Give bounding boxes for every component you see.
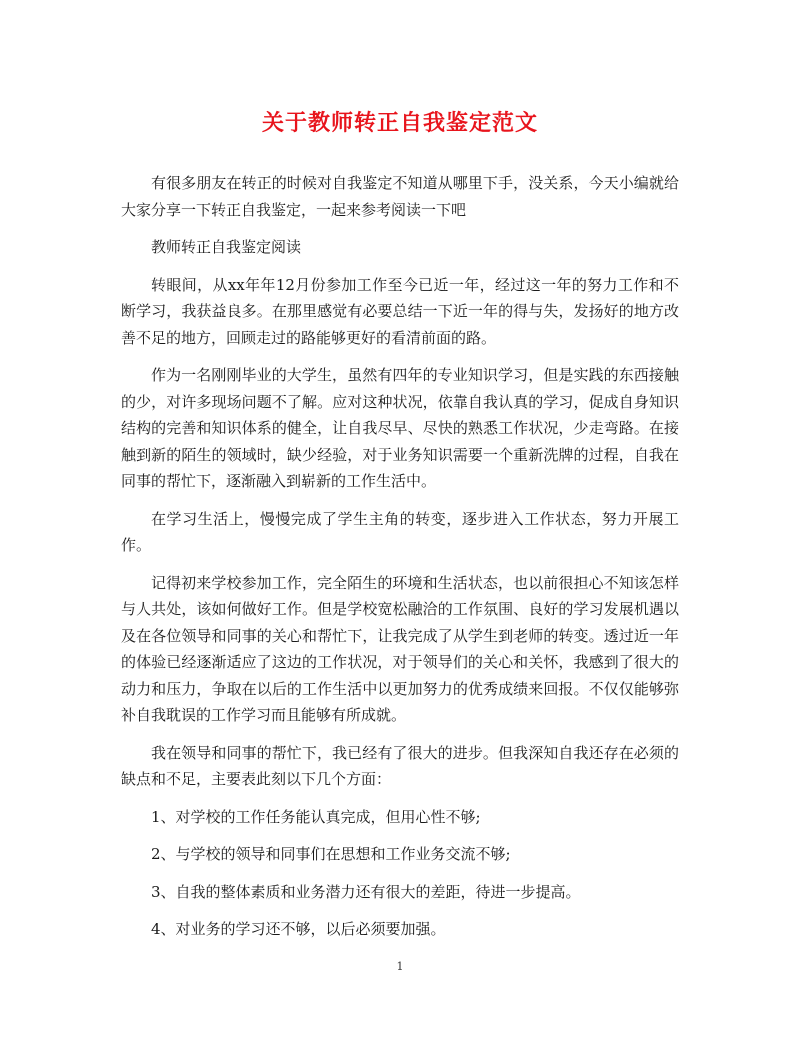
list-item: 3、自我的整体素质和业务潜力还有很大的差距，待进一步提高。 (151, 882, 581, 901)
document-title: 关于教师转正自我鉴定范文 (261, 110, 538, 136)
document-body (121, 170, 679, 954)
list-item: 1、对学校的工作任务能认真完成，但用心性不够; (151, 807, 481, 826)
paragraph: 作为一名刚刚毕业的大学生，虽然有四年的专业知识学习，但是实践的东西接触的少，对许多现场问题不了解。应对这种状况，依靠自我认真的学习，促成自身知识结构的完善和知识体系的健全，让自我尽早、尽快的熟悉工作状况，少走弯路。在接触到新的陌生的领域时，缺少经验，对于业务知识需要一个重新洗牌的过程，自我在同事的帮忙下，逐渐融入到崭新的工作生活中。 (121, 366, 679, 490)
list-item: 4、对业务的学习还不够，以后必须要加强。 (151, 920, 446, 938)
paragraph: 转眼间，从xx年年12月份参加工作至今已近一年，经过这一年的努力工作和不断学习，我获益良多。在那里感觉有必要总结一下近一年的得与失，发扬好的地方改善不足的地方，回顾走过的路能够更好的看清前面的路。 (121, 275, 679, 347)
paragraph: 记得初来学校参加工作，完全陌生的环境和生活状态，也以前很担心不知该怎样与人共处，该如何做好工作。但是学校宽松融洽的工作氛围、良好的学习发展机遇以及在各位领导和同事的关心和帮忙下，让我完成了从学生到老师的转变。透过近一年的体验已经逐渐适应了这边的工作状况，对于领导们的关心和关怀，我感到了很大的动力和压力，争取在以后的工作生活中以更加努力的优秀成绩来回报。不仅仅能够弥补自我耽误的工作学习而且能够有所成就。 (121, 573, 679, 724)
paragraph-intro: 有很多朋友在转正的时候对自我鉴定不知道从哪里下手，没关系，今天小编就给大家分享一下转正自我鉴定，一起来参考阅读一下吧 (121, 174, 679, 219)
paragraph: 我在领导和同事的帮忙下，我已经有了很大的进步。但我深知自我还存在必须的缺点和不足，主要表此刻以下几个方面： (121, 743, 679, 788)
paragraph-subheading: 教师转正自我鉴定阅读 (151, 238, 302, 256)
page-number: 1 (396, 960, 404, 973)
list-item: 2、与学校的领导和同事们在思想和工作业务交流不够; (151, 845, 511, 863)
paragraph: 在学习生活上，慢慢完成了学生主角的转变，逐步进入工作状态，努力开展工作。 (121, 509, 679, 554)
